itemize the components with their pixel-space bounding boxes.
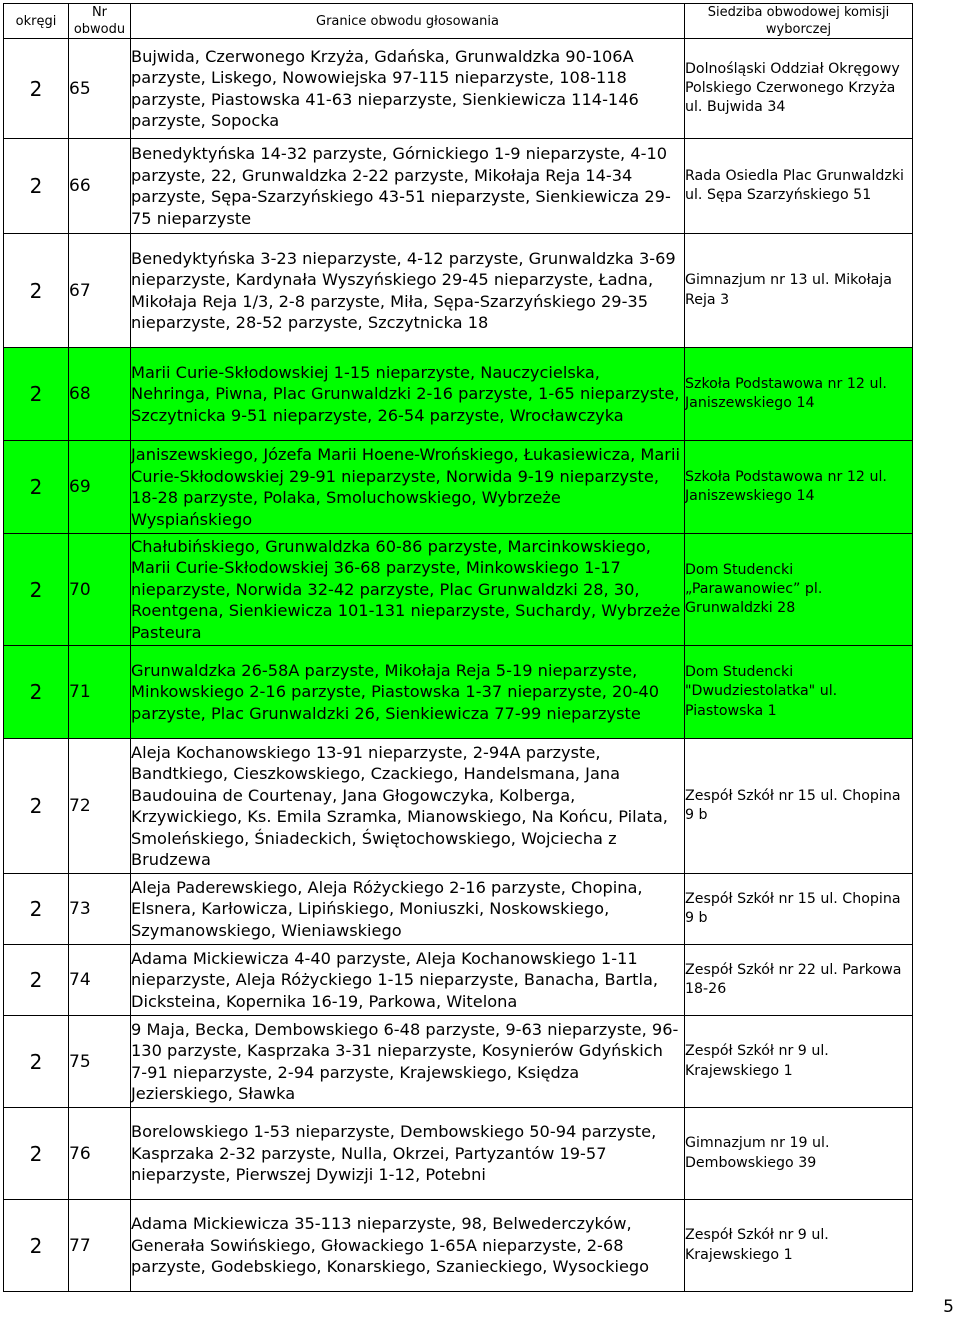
nr-obwodu-cell: 69 — [69, 441, 131, 534]
siedziba-cell: Dom Studencki "Dwudziestolatka" ul. Piastowska 1 — [685, 646, 913, 739]
okreg-cell: 2 — [4, 1016, 69, 1108]
table-row — [4, 945, 913, 1016]
siedziba-cell: Szkoła Podstawowa nr 12 ul. Janiszewskiego 14 — [685, 441, 913, 534]
nr-obwodu-cell: 72 — [69, 739, 131, 874]
nr-obwodu-cell: 77 — [69, 1200, 131, 1292]
okreg-cell: 2 — [4, 945, 69, 1016]
table-row — [4, 1200, 913, 1292]
table-row — [4, 1016, 913, 1108]
table-body — [4, 39, 913, 1292]
siedziba-cell: Zespół Szkół nr 15 ul. Chopina 9 b — [685, 739, 913, 874]
nr-obwodu-cell: 70 — [69, 534, 131, 646]
table-header-row — [4, 4, 913, 39]
granice-cell: Marii Curie-Skłodowskiej 1-15 nieparzyste, Nauczycielska, Nehringa, Piwna, Plac Grunwaldzki 2-16 parzyste, 1-65 nieparzyste, Szczytnicka 9-51 nieparzyste, 26-54 parzyste, Wrocławczyka — [131, 348, 685, 441]
siedziba-cell: Zespół Szkół nr 9 ul. Krajewskiego 1 — [685, 1016, 913, 1108]
table-row — [4, 348, 913, 441]
granice-cell: Aleja Kochanowskiego 13-91 nieparzyste, 2-94A parzyste, Bandtkiego, Cieszkowskiego, Czackiego, Handelsmana, Jana Baudouina de Courtenay, Jana Głogowczyka, Kolberga, Krzywickiego, Ks. Emila Szramka, Mianowskiego, Na Końcu, Pilata, Smoleńskiego, Śniadeckich, Świętochowskiego, Wojciecha z Brudzewa — [131, 739, 685, 874]
granice-cell: 9 Maja, Becka, Dembowskiego 6-48 parzyste, 9-63 nieparzyste, 96-130 parzyste, Kasprzaka 3-31 nieparzyste, Kosynierów Gdyńskich 7-91 nieparzyste, 2-94 parzyste, Krajewskiego, Księdza Jezierskiego, Sławka — [131, 1016, 685, 1108]
nr-obwodu-cell: 65 — [69, 39, 131, 139]
okreg-cell: 2 — [4, 348, 69, 441]
nr-obwodu-cell: 76 — [69, 1108, 131, 1200]
siedziba-cell: Zespół Szkół nr 22 ul. Parkowa 18-26 — [685, 945, 913, 1016]
okreg-cell: 2 — [4, 874, 69, 945]
granice-cell: Adama Mickiewicza 35-113 nieparzyste, 98, Belwederczyków, Generała Sowińskiego, Głowackiego 1-65A nieparzyste, 2-68 parzyste, Godebskiego, Konarskiego, Szanieckiego, Wysockiego — [131, 1200, 685, 1292]
granice-cell: Borelowskiego 1-53 nieparzyste, Dembowskiego 50-94 parzyste, Kasprzaka 2-32 parzyste, Nulla, Okrzei, Partyzantów 19-57 nieparzyste, Pierwszej Dywizji 1-12, Potebni — [131, 1108, 685, 1200]
siedziba-cell: Dolnośląski Oddział Okręgowy Polskiego Czerwonego Krzyża ul. Bujwida 34 — [685, 39, 913, 139]
okreg-cell: 2 — [4, 646, 69, 739]
granice-cell: Aleja Paderewskiego, Aleja Różyckiego 2-16 parzyste, Chopina, Elsnera, Karłowicza, Lipińskiego, Moniuszki, Noskowskiego, Szymanowskiego, Wieniawskiego — [131, 874, 685, 945]
okreg-cell: 2 — [4, 139, 69, 234]
nr-obwodu-cell: 68 — [69, 348, 131, 441]
table-row — [4, 646, 913, 739]
siedziba-cell: Zespół Szkół nr 15 ul. Chopina 9 b — [685, 874, 913, 945]
nr-obwodu-cell: 66 — [69, 139, 131, 234]
table-row — [4, 139, 913, 234]
siedziba-cell: Rada Osiedla Plac Grunwaldzki ul. Sępa Szarzyńskiego 51 — [685, 139, 913, 234]
header-siedziba: Siedziba obwodowej komisji wyborczej — [685, 4, 913, 39]
nr-obwodu-cell: 74 — [69, 945, 131, 1016]
granice-cell: Chałubińskiego, Grunwaldzka 60-86 parzyste, Marcinkowskiego, Marii Curie-Skłodowskiej 36-68 parzyste, Minkowskiego 1-17 nieparzyste, Norwida 32-42 parzyste, Plac Grunwaldzki 28, 30, Roentgena, Sienkiewicza 101-131 nieparzyste, Suchardy, Wybrzeże Pasteura — [131, 534, 685, 646]
siedziba-cell: Zespół Szkół nr 9 ul. Krajewskiego 1 — [685, 1200, 913, 1292]
header-okregi: okręgi — [4, 4, 69, 39]
okreg-cell: 2 — [4, 534, 69, 646]
table-row — [4, 234, 913, 348]
granice-cell: Bujwida, Czerwonego Krzyża, Gdańska, Grunwaldzka 90-106A parzyste, Liskego, Nowowiejska 97-115 nieparzyste, 108-118 parzyste, Piastowska 41-63 nieparzyste, Sienkiewicza 114-146 parzyste, Sopocka — [131, 39, 685, 139]
okreg-cell: 2 — [4, 1108, 69, 1200]
table-row — [4, 1108, 913, 1200]
siedziba-cell: Dom Studencki „Parawanowiec” pl. Grunwaldzki 28 — [685, 534, 913, 646]
siedziba-cell: Szkoła Podstawowa nr 12 ul. Janiszewskiego 14 — [685, 348, 913, 441]
table-row — [4, 874, 913, 945]
nr-obwodu-cell: 73 — [69, 874, 131, 945]
okreg-cell: 2 — [4, 1200, 69, 1292]
table-row — [4, 39, 913, 139]
siedziba-cell: Gimnazjum nr 19 ul. Dembowskiego 39 — [685, 1108, 913, 1200]
granice-cell: Benedyktyńska 14-32 parzyste, Górnickiego 1-9 nieparzyste, 4-10 parzyste, 22, Grunwaldzka 2-22 parzyste, Mikołaja Reja 14-34 parzyste, Sępa-Szarzyńskiego 43-51 nieparzyste, Sienkiewicza 29-75 nieparzyste — [131, 139, 685, 234]
okreg-cell: 2 — [4, 441, 69, 534]
okreg-cell: 2 — [4, 39, 69, 139]
okreg-cell: 2 — [4, 234, 69, 348]
nr-obwodu-cell: 67 — [69, 234, 131, 348]
electoral-districts-table — [3, 3, 913, 1292]
nr-obwodu-cell: 75 — [69, 1016, 131, 1108]
header-granice: Granice obwodu głosowania — [131, 4, 685, 39]
header-nr-obwodu: Nr obwodu — [69, 4, 131, 39]
nr-obwodu-cell: 71 — [69, 646, 131, 739]
table-row — [4, 441, 913, 534]
siedziba-cell: Gimnazjum nr 13 ul. Mikołaja Reja 3 — [685, 234, 913, 348]
granice-cell: Benedyktyńska 3-23 nieparzyste, 4-12 parzyste, Grunwaldzka 3-69 nieparzyste, Kardynała Wyszyńskiego 29-45 nieparzyste, Ładna, Mikołaja Reja 1/3, 2-8 parzyste, Miła, Sępa-Szarzyńskiego 29-35 nieparzyste, 28-52 parzyste, Szczytnicka 18 — [131, 234, 685, 348]
table-row — [4, 534, 913, 646]
granice-cell: Janiszewskiego, Józefa Marii Hoene-Wrońskiego, Łukasiewicza, Marii Curie-Skłodowskiej 29-91 nieparzyste, Norwida 9-19 nieparzyste, 18-28 parzyste, Polaka, Smoluchowskiego, Wybrzeże Wyspiańskiego — [131, 441, 685, 534]
okreg-cell: 2 — [4, 739, 69, 874]
granice-cell: Adama Mickiewicza 4-40 parzyste, Aleja Kochanowskiego 1-11 nieparzyste, Aleja Różyckiego 1-15 nieparzyste, Banacha, Bartla, Dicksteina, Kopernika 16-19, Parkowa, Witelona — [131, 945, 685, 1016]
granice-cell: Grunwaldzka 26-58A parzyste, Mikołaja Reja 5-19 nieparzyste, Minkowskiego 2-16 parzyste, Piastowska 1-37 nieparzyste, 20-40 parzyste, Plac Grunwaldzki 26, Sienkiewicza 77-99 nieparzyste — [131, 646, 685, 739]
table-row — [4, 739, 913, 874]
page-number: 5 — [943, 1297, 954, 1317]
